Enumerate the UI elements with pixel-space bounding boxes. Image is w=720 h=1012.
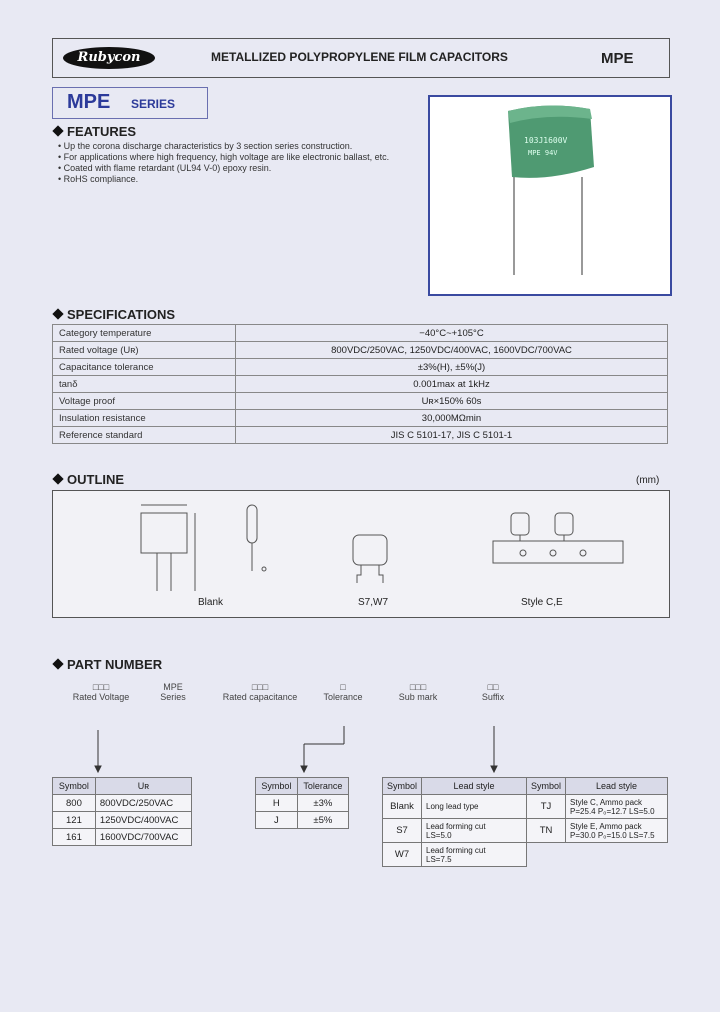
table-row: 121 1250VDC/400VAC [53,812,192,829]
header-bar [52,38,670,78]
series-code: MPE [67,91,111,113]
voltage-symbol-table: Symbol Uʀ 800 800VDC/250VAC 121 1250VDC/400VAC 161 1600VDC/700VAC [52,777,192,846]
part-number-heading: PART NUMBER [52,657,162,672]
pn-field-voltage: □□□ Rated Voltage [72,682,130,702]
outline-caption-s7w7: S7,W7 [358,597,389,608]
table-row: W7 Lead forming cut LS=7.5 [383,843,668,867]
capacitor-illustration [430,97,670,294]
table-row: S7 Lead forming cut LS=5.0 TN Style E, Ammo pack P=30.0 P₀=15.0 LS=7.5 [383,819,668,843]
features-heading: FEATURES [52,124,136,139]
spec-row: Reference standard JIS C 5101-17, JIS C 5101-1 [53,427,668,444]
diamond-icon [52,125,63,136]
outline-heading: OUTLINE [52,472,124,487]
brand-logo: Rubycon [63,47,155,69]
pn-field-tolerance: □ Tolerance [323,682,363,702]
spec-row: Voltage proof Uʀ×150% 60s [53,393,668,410]
table-row: Blank Long lead type TJ Style C, Ammo pack P=25.4 P₀=12.7 LS=5.0 [383,795,668,819]
unit-label: (mm) [636,475,660,486]
spec-row: Rated voltage (Uʀ) 800VDC/250VAC, 1250VDC/400VAC, 1600VDC/700VAC [53,342,668,359]
pn-arrows [0,720,720,776]
pn-field-capacitance: □□□ Rated capacitance [222,682,298,702]
outline-caption-blank: Blank [198,597,224,608]
pn-field-series: MPE Series [160,682,186,702]
diamond-icon [52,658,63,669]
pn-field-submark: □□□ Sub mark [398,682,438,702]
diamond-icon [52,308,63,319]
series-label: SERIES [131,97,176,111]
document-title: METALLIZED POLYPROPYLENE FILM CAPACITORS [211,50,508,64]
specifications-table [52,324,668,444]
photo-marking-2: MPE 94V [528,149,558,157]
spec-row: Capacitance tolerance ±3%(H), ±5%(J) [53,359,668,376]
product-code: MPE [601,50,634,67]
table-row: 800 800VDC/250VAC [53,795,192,812]
table-row: 161 1600VDC/700VAC [53,829,192,846]
feature-item: • Up the corona discharge characteristics by 3 section series construction. [58,141,353,151]
table-row: H ±3% [256,795,349,812]
outline-drawings [52,490,670,618]
series-box [52,87,208,119]
diamond-icon [52,473,63,484]
tolerance-symbol-table: Symbol Tolerance H ±3% J ±5% [255,777,349,829]
specifications-heading: SPECIFICATIONS [52,307,175,322]
photo-marking-1: 103J1600V [524,136,568,145]
outline-caption-style-ce: Style C,E [521,597,563,608]
table-row: J ±5% [256,812,349,829]
product-photo [428,95,672,296]
feature-item: • Coated with flame retardant (UL94 V-0) epoxy resin. [58,163,272,173]
spec-row: Insulation resistance 30,000MΩmin [53,410,668,427]
spec-row: tanδ 0.001max at 1kHz [53,376,668,393]
spec-row: Category temperature −40°C~+105°C [53,325,668,342]
feature-item: • RoHS compliance. [58,174,139,184]
lead-style-table: Symbol Lead style Symbol Lead style Blank Long lead type TJ Style C, Ammo pack P=25.4 P₀=12.7 LS=5.0 S7 Lead forming cut LS=5.0 TN Style E, Ammo pack P=30.0 P₀=15.0 LS=7.5 W7 Lead forming cut LS=7.5 [382,777,668,867]
feature-item: • For applications where high frequency, high voltage are like electronic ballast, etc. [58,152,390,162]
pn-field-suffix: □□ Suffix [481,682,505,702]
